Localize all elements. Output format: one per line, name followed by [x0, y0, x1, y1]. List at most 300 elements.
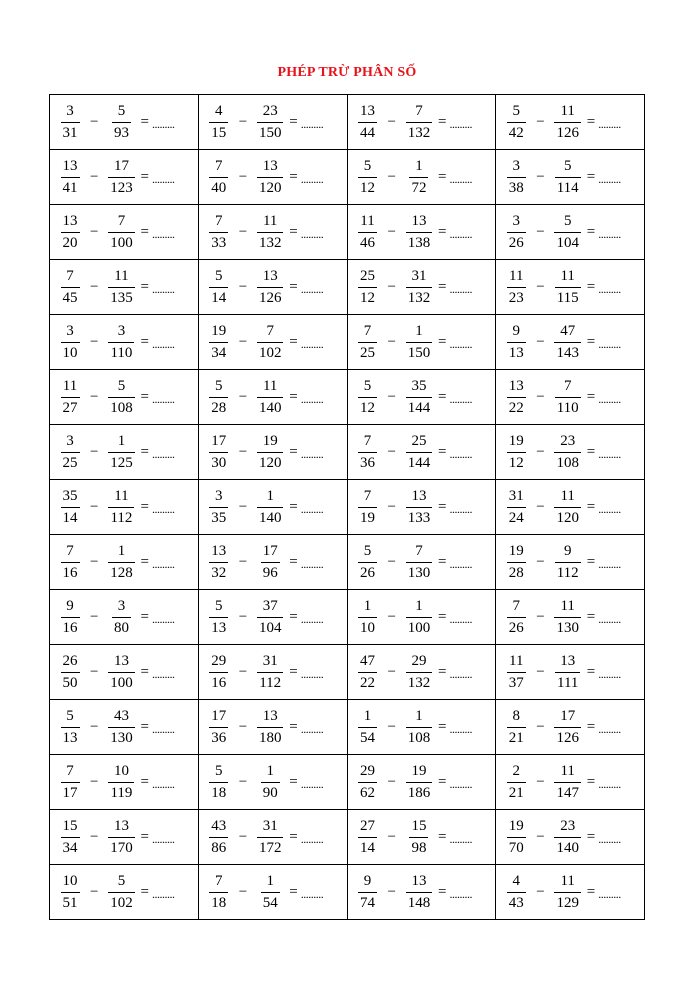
answer-blank[interactable]: ......... [598, 171, 621, 186]
numerator: 26 [62, 652, 78, 669]
subtraction-expression [496, 654, 644, 691]
numerator: 17 [262, 542, 278, 559]
exercise-cell [198, 95, 347, 150]
equals-sign: = [289, 553, 298, 570]
minuend-fraction [356, 544, 380, 581]
equals-sign: = [289, 498, 298, 515]
equals-sign: = [437, 168, 447, 185]
exercise-cell [347, 370, 496, 425]
equals-sign: = [586, 718, 596, 735]
equals-sign: = [437, 773, 447, 790]
denominator: 54 [358, 727, 377, 746]
denominator: 12 [358, 287, 377, 306]
subtrahend-fraction [553, 434, 583, 471]
numerator: 17 [211, 432, 227, 449]
denominator: 44 [358, 122, 377, 141]
subtraction-expression [50, 379, 198, 416]
numerator: 13 [211, 542, 227, 559]
exercise-cell [347, 425, 496, 480]
minuend-fraction [504, 104, 528, 141]
denominator: 12 [358, 397, 377, 416]
denominator: 132 [406, 672, 433, 691]
answer-blank[interactable]: ......... [151, 281, 175, 296]
subtraction-expression [348, 709, 496, 746]
denominator: 125 [108, 452, 135, 471]
denominator: 140 [554, 837, 581, 856]
numerator: 31 [262, 817, 278, 834]
answer-blank[interactable]: ......... [300, 666, 324, 681]
denominator: 40 [209, 177, 228, 196]
exercise-cell [347, 480, 496, 535]
answer-blank[interactable]: ......... [449, 281, 472, 296]
numerator: 15 [62, 817, 78, 834]
answer-blank[interactable]: ......... [449, 116, 472, 131]
minuend-fraction [58, 709, 82, 746]
numerator: 5 [363, 377, 372, 394]
exercise-row [50, 425, 645, 480]
minuend-fraction [58, 379, 82, 416]
minuend-fraction [504, 379, 528, 416]
subtraction-expression [348, 159, 496, 196]
answer-blank[interactable]: ......... [151, 116, 175, 131]
minuend-fraction [58, 434, 82, 471]
minuend-fraction [58, 819, 82, 856]
answer-blank[interactable]: ......... [449, 556, 472, 571]
numerator: 11 [509, 652, 524, 669]
numerator: 3 [117, 597, 126, 614]
subtraction-expression [50, 544, 198, 581]
exercise-cell [496, 810, 645, 865]
answer-blank[interactable]: ......... [449, 611, 472, 626]
minuend-fraction [356, 654, 380, 691]
numerator: 5 [563, 157, 572, 174]
numerator: 1 [415, 322, 423, 339]
numerator: 13 [62, 212, 78, 229]
minus-sign: − [387, 663, 396, 680]
answer-blank[interactable]: ......... [598, 666, 621, 681]
denominator: 120 [257, 452, 284, 471]
numerator: 19 [508, 432, 524, 449]
equals-sign: = [140, 828, 149, 845]
minus-sign: − [90, 663, 99, 680]
subtrahend-fraction [404, 104, 434, 141]
answer-blank[interactable]: ......... [598, 556, 621, 571]
answer-blank[interactable]: ......... [300, 611, 324, 626]
subtraction-expression [496, 434, 644, 471]
denominator: 12 [507, 452, 526, 471]
answer-blank[interactable]: ......... [598, 611, 621, 626]
numerator: 7 [215, 157, 223, 174]
answer-blank[interactable]: ......... [449, 721, 472, 736]
subtraction-expression [199, 159, 347, 196]
denominator: 26 [507, 232, 526, 251]
subtraction-expression [199, 654, 347, 691]
answer-blank[interactable]: ......... [151, 446, 175, 461]
numerator: 23 [262, 102, 278, 119]
denominator: 54 [261, 892, 280, 911]
minus-sign: − [387, 443, 396, 460]
subtraction-expression [50, 654, 198, 691]
answer-blank[interactable]: ......... [300, 391, 324, 406]
minus-sign: − [90, 388, 99, 405]
denominator: 22 [358, 672, 377, 691]
answer-blank[interactable]: ......... [151, 336, 175, 351]
answer-blank[interactable]: ......... [151, 721, 175, 736]
minuend-fraction [58, 104, 82, 141]
subtrahend-fraction [553, 214, 583, 251]
answer-blank[interactable]: ......... [300, 886, 324, 901]
exercise-cell [347, 95, 496, 150]
subtrahend-fraction [255, 214, 285, 251]
subtrahend-fraction [553, 654, 583, 691]
subtraction-expression [199, 764, 347, 801]
answer-blank[interactable]: ......... [151, 886, 175, 901]
denominator: 25 [358, 342, 377, 361]
subtraction-expression [50, 324, 198, 361]
denominator: 130 [108, 727, 135, 746]
minuend-fraction [207, 324, 231, 361]
exercise-cell [496, 425, 645, 480]
numerator: 23 [560, 817, 576, 834]
numerator: 9 [66, 597, 74, 614]
numerator: 1 [266, 487, 274, 504]
denominator: 31 [61, 122, 80, 141]
minuend-fraction [504, 819, 528, 856]
minus-sign: − [536, 443, 545, 460]
numerator: 7 [415, 102, 423, 119]
minuend-fraction [207, 819, 231, 856]
denominator: 25 [61, 452, 80, 471]
answer-blank[interactable]: ......... [449, 391, 472, 406]
exercise-cell [50, 95, 199, 150]
minuend-fraction [356, 819, 380, 856]
exercise-cell [496, 700, 645, 755]
answer-blank[interactable]: ......... [598, 501, 621, 516]
answer-blank[interactable]: ......... [449, 886, 472, 901]
answer-blank[interactable]: ......... [300, 226, 324, 241]
subtraction-expression [496, 599, 644, 636]
subtrahend-fraction [255, 709, 285, 746]
equals-sign: = [437, 388, 447, 405]
answer-blank[interactable]: ......... [598, 281, 621, 296]
numerator: 3 [117, 322, 126, 339]
answer-blank[interactable]: ......... [300, 446, 324, 461]
answer-blank[interactable]: ......... [449, 666, 472, 681]
minuend-fraction [58, 269, 82, 306]
minus-sign: − [90, 168, 99, 185]
minus-sign: − [238, 608, 248, 625]
denominator: 27 [61, 397, 80, 416]
numerator: 11 [560, 267, 575, 284]
denominator: 23 [507, 287, 526, 306]
exercise-cell [496, 865, 645, 920]
denominator: 16 [209, 672, 228, 691]
numerator: 19 [508, 817, 524, 834]
subtrahend-fraction [106, 764, 136, 801]
subtrahend-fraction [553, 599, 583, 636]
subtrahend-fraction [553, 874, 583, 911]
answer-blank[interactable]: ......... [151, 226, 175, 241]
denominator: 120 [554, 507, 581, 526]
equals-sign: = [140, 608, 149, 625]
answer-blank[interactable]: ......... [151, 556, 175, 571]
exercise-cell [496, 755, 645, 810]
denominator: 111 [555, 672, 580, 691]
denominator: 102 [257, 342, 284, 361]
numerator: 1 [266, 872, 274, 889]
denominator: 30 [209, 452, 228, 471]
minuend-fraction [207, 159, 231, 196]
equals-sign: = [586, 773, 596, 790]
denominator: 130 [554, 617, 581, 636]
numerator: 13 [62, 157, 78, 174]
numerator: 7 [363, 322, 372, 339]
subtraction-expression [199, 544, 347, 581]
subtrahend-fraction [553, 764, 583, 801]
subtraction-expression [496, 214, 644, 251]
exercise-cell [50, 645, 199, 700]
exercise-row [50, 700, 645, 755]
subtrahend-fraction [255, 324, 285, 361]
exercise-cell [50, 590, 199, 645]
minus-sign: − [238, 278, 248, 295]
numerator: 19 [262, 432, 278, 449]
exercise-row [50, 755, 645, 810]
subtraction-expression [348, 764, 496, 801]
subtraction-expression [496, 269, 644, 306]
subtraction-expression [199, 379, 347, 416]
answer-blank[interactable]: ......... [598, 886, 621, 901]
numerator: 3 [512, 157, 520, 174]
answer-blank[interactable]: ......... [151, 171, 175, 186]
answer-blank[interactable]: ......... [300, 336, 324, 351]
exercise-cell [198, 150, 347, 205]
numerator: 19 [508, 542, 524, 559]
minus-sign: − [238, 553, 248, 570]
denominator: 132 [406, 122, 433, 141]
numerator: 13 [508, 377, 524, 394]
answer-blank[interactable]: ......... [449, 446, 472, 461]
answer-blank[interactable]: ......... [598, 831, 621, 846]
numerator: 5 [215, 762, 223, 779]
minuend-fraction [207, 489, 231, 526]
subtrahend-fraction [404, 819, 434, 856]
equals-sign: = [586, 278, 596, 295]
denominator: 90 [261, 782, 280, 801]
numerator: 7 [266, 322, 274, 339]
minus-sign: − [387, 333, 396, 350]
exercise-cell [50, 700, 199, 755]
denominator: 18 [209, 892, 228, 911]
subtraction-expression [348, 599, 496, 636]
numerator: 1 [415, 707, 423, 724]
subtrahend-fraction [404, 654, 434, 691]
minuend-fraction [356, 379, 380, 416]
numerator: 13 [360, 102, 375, 119]
numerator: 23 [560, 432, 576, 449]
subtrahend-fraction [404, 764, 434, 801]
denominator: 46 [358, 232, 377, 251]
numerator: 35 [62, 487, 78, 504]
exercise-cell [198, 590, 347, 645]
numerator: 29 [211, 652, 227, 669]
minus-sign: − [387, 608, 396, 625]
denominator: 26 [358, 562, 377, 581]
subtrahend-fraction [404, 544, 434, 581]
answer-blank[interactable]: ......... [598, 391, 621, 406]
equals-sign: = [140, 333, 149, 350]
subtraction-expression [496, 544, 644, 581]
denominator: 140 [257, 507, 284, 526]
exercise-cell [198, 260, 347, 315]
answer-blank[interactable]: ......... [449, 831, 472, 846]
minuend-fraction [207, 654, 231, 691]
exercise-cell [50, 150, 199, 205]
numerator: 17 [211, 707, 227, 724]
denominator: 104 [257, 617, 284, 636]
answer-blank[interactable]: ......... [151, 776, 175, 791]
denominator: 50 [61, 672, 80, 691]
answer-blank[interactable]: ......... [449, 226, 472, 241]
minuend-fraction [504, 269, 528, 306]
answer-blank[interactable]: ......... [449, 336, 472, 351]
exercise-row [50, 645, 645, 700]
subtraction-expression [348, 874, 496, 911]
minuend-fraction [207, 379, 231, 416]
minuend-fraction [504, 544, 528, 581]
exercise-row [50, 590, 645, 645]
answer-blank[interactable]: ......... [300, 116, 324, 131]
minuend-fraction [58, 159, 82, 196]
denominator: 148 [406, 892, 433, 911]
answer-blank[interactable]: ......... [598, 336, 621, 351]
answer-blank[interactable]: ......... [449, 776, 472, 791]
answer-blank[interactable]: ......... [598, 226, 621, 241]
subtraction-expression [348, 379, 496, 416]
subtrahend-fraction [553, 324, 583, 361]
minuend-fraction [356, 489, 380, 526]
subtrahend-fraction [255, 379, 285, 416]
subtraction-expression [496, 489, 644, 526]
denominator: 150 [257, 122, 284, 141]
minuend-fraction [58, 544, 82, 581]
answer-blank[interactable]: ......... [300, 171, 324, 186]
equals-sign: = [586, 168, 596, 185]
equals-sign: = [289, 828, 298, 845]
answer-blank[interactable]: ......... [151, 611, 175, 626]
equals-sign: = [140, 773, 149, 790]
answer-blank[interactable]: ......... [300, 831, 324, 846]
denominator: 22 [507, 397, 526, 416]
answer-blank[interactable]: ......... [598, 721, 621, 736]
minus-sign: − [90, 498, 99, 515]
exercise-cell [50, 810, 199, 865]
denominator: 104 [554, 232, 581, 251]
denominator: 16 [61, 617, 80, 636]
denominator: 100 [406, 617, 433, 636]
numerator: 25 [360, 267, 375, 284]
denominator: 21 [507, 727, 526, 746]
subtrahend-fraction [255, 599, 285, 636]
answer-blank[interactable]: ......... [151, 501, 175, 516]
numerator: 1 [266, 762, 274, 779]
answer-blank[interactable]: ......... [598, 776, 621, 791]
denominator: 14 [209, 287, 228, 306]
exercise-cell [496, 150, 645, 205]
answer-blank[interactable]: ......... [151, 391, 175, 406]
equals-sign: = [437, 883, 447, 900]
denominator: 19 [358, 507, 377, 526]
answer-blank[interactable]: ......... [300, 501, 324, 516]
minuend-fraction [504, 489, 528, 526]
subtraction-expression [496, 324, 644, 361]
numerator: 35 [411, 377, 427, 394]
numerator: 37 [262, 597, 278, 614]
exercise-row [50, 865, 645, 920]
denominator: 123 [108, 177, 135, 196]
minuend-fraction [504, 874, 528, 911]
denominator: 28 [507, 562, 526, 581]
answer-blank[interactable]: ......... [449, 501, 472, 516]
exercise-cell [347, 535, 496, 590]
numerator: 9 [363, 872, 372, 889]
exercise-cell [50, 260, 199, 315]
subtraction-expression [348, 214, 496, 251]
answer-blank[interactable]: ......... [598, 446, 621, 461]
numerator: 7 [363, 487, 372, 504]
subtraction-expression [348, 654, 496, 691]
denominator: 98 [409, 837, 428, 856]
equals-sign: = [586, 498, 596, 515]
answer-blank[interactable]: ......... [300, 556, 324, 571]
answer-blank[interactable]: ......... [151, 831, 175, 846]
exercise-cell [198, 535, 347, 590]
exercise-cell [496, 260, 645, 315]
exercise-cell [347, 260, 496, 315]
subtrahend-fraction [106, 544, 136, 581]
minus-sign: − [387, 278, 396, 295]
equals-sign: = [586, 333, 596, 350]
minuend-fraction [207, 874, 231, 911]
minus-sign: − [536, 883, 545, 900]
equals-sign: = [586, 663, 596, 680]
subtraction-expression [348, 819, 496, 856]
equals-sign: = [586, 608, 596, 625]
answer-blank[interactable]: ......... [300, 776, 324, 791]
answer-blank[interactable]: ......... [449, 171, 472, 186]
numerator: 9 [563, 542, 572, 559]
numerator: 1 [117, 542, 126, 559]
answer-blank[interactable]: ......... [300, 721, 324, 736]
answer-blank[interactable]: ......... [300, 281, 324, 296]
exercise-row [50, 315, 645, 370]
minus-sign: − [90, 223, 99, 240]
denominator: 72 [409, 177, 428, 196]
exercise-cell [347, 810, 496, 865]
answer-blank[interactable]: ......... [598, 116, 621, 131]
numerator: 43 [211, 817, 227, 834]
numerator: 4 [512, 872, 520, 889]
minuend-fraction [356, 764, 380, 801]
subtraction-expression [50, 599, 198, 636]
subtraction-expression [199, 489, 347, 526]
equals-sign: = [437, 718, 447, 735]
minus-sign: − [536, 828, 545, 845]
answer-blank[interactable]: ......... [151, 666, 175, 681]
exercise-cell [198, 370, 347, 425]
minuend-fraction [356, 874, 380, 911]
denominator: 32 [209, 562, 228, 581]
